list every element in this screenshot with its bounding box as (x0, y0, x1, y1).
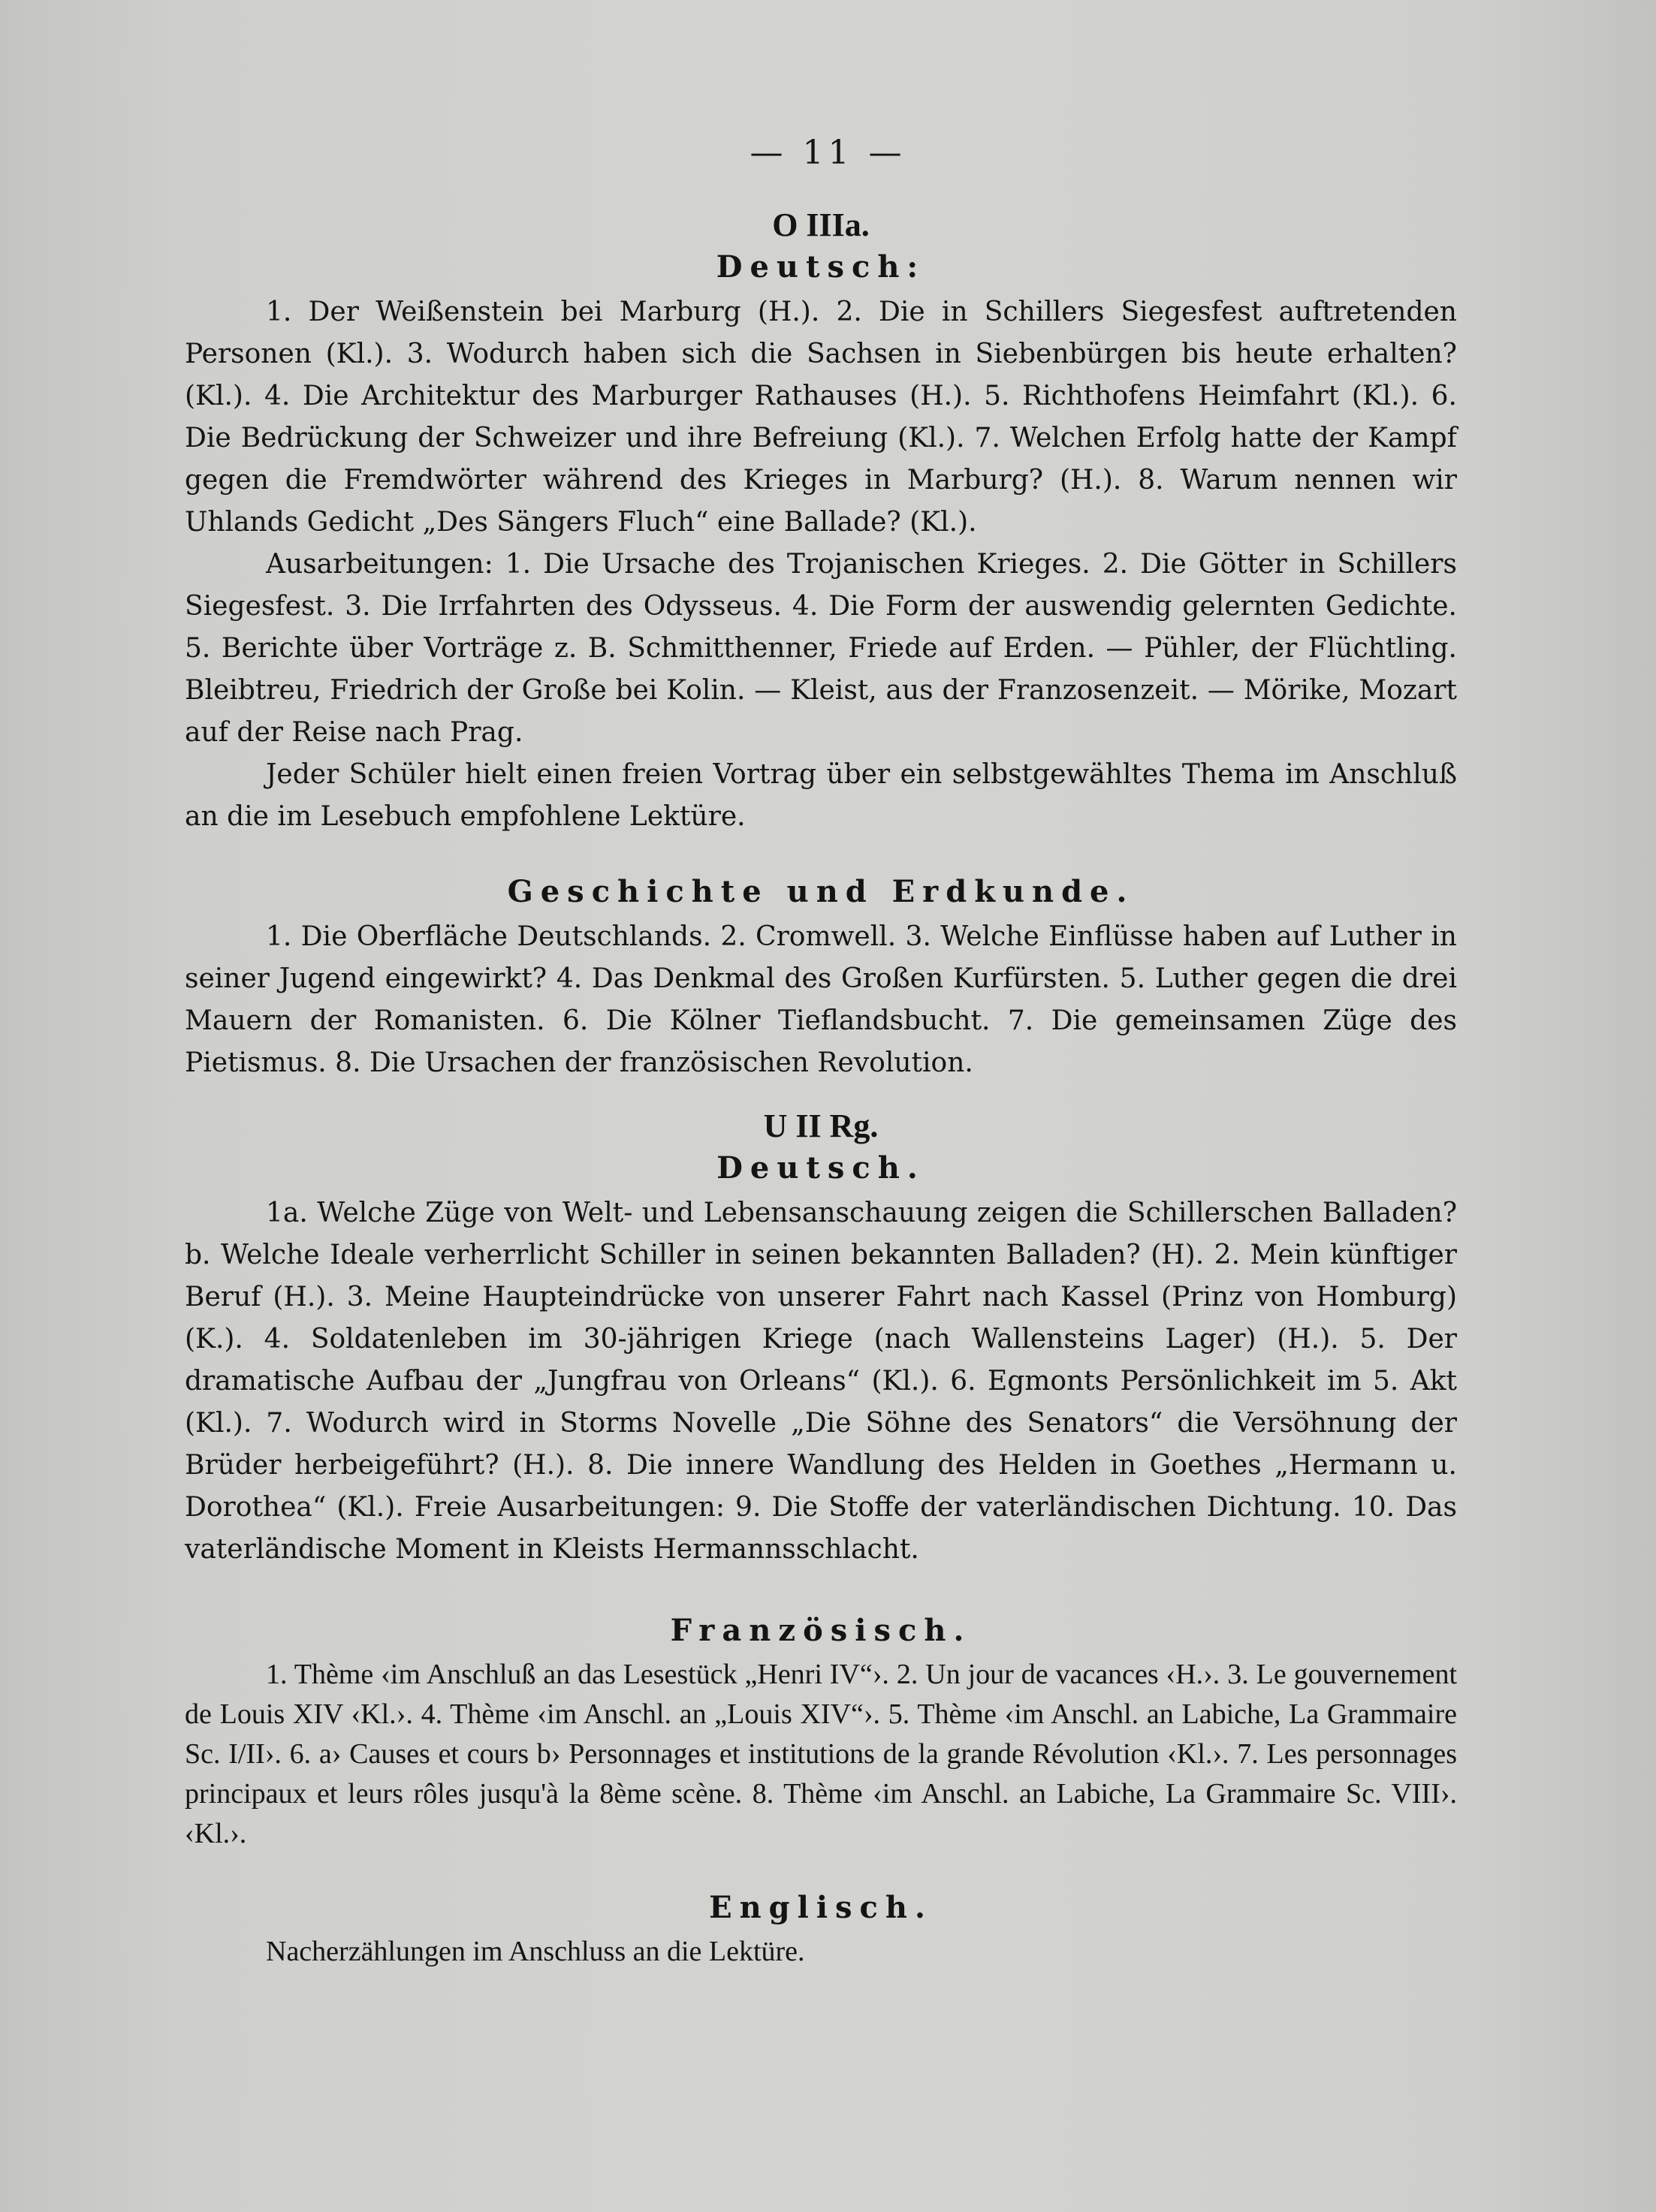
spacer (185, 1084, 1457, 1105)
paragraph: 1. Die Oberfläche Deutschlands. 2. Cromwell. 3. Welche Einflüsse haben auf Luther in seiner Jugend eingewirkt? 4. Das Denkmal des Großen Kurfürsten. 5. Luther gegen die drei Mauern der Romanisten. 6. Die Kölner Tieflandsbucht. 7. Die gemeinsamen Züge des Pietismus. 8. Die Ursachen der französischen Revolution. (185, 921, 1457, 1078)
subject-heading-franzoesisch: Französisch. (670, 1613, 972, 1648)
spacer (185, 1854, 1457, 1887)
class-heading: U II Rg. (763, 1108, 879, 1144)
paragraph: Jeder Schüler hielt einen freien Vortrag über ein selbstgewähltes Thema im Anschluß an die im Lesebuch empfohlene Lektüre. (185, 759, 1457, 832)
section-franzoesisch (185, 1610, 1457, 1854)
paragraph: 1a. Welche Züge von Welt- und Lebensanschauung zeigen die Schillerschen Balladen? b. Welche Ideale verherrlicht Schiller in seinen bekannten Balladen? (H). 2. Mein künftiger Beruf (H.). 3. Meine Haupteindrücke von unserer Fahrt nach Kassel (Prinz von Homburg) (K.). 4. Soldatenleben im 30-jährigen Kriege (nach Wallensteins Lager) (H.). 5. Der dramatische Aufbau der „Jungfrau von Orleans“ (Kl.). 6. Egmonts Persönlichkeit im 5. Akt (Kl.). 7. Wodurch wird in Storms Novelle „Die Söhne des Senators“ die Versöhnung der Brüder herbeigeführt? (H.). 8. Die innere Wandlung des Helden in Goethes „Hermann u. Dorothea“ (Kl.). Freie Ausarbeitungen: 9. Die Stoffe der vaterländischen Dichtung. 10. Das vaterländische Moment in Kleists Hermannsschlacht. (185, 1198, 1457, 1565)
section-u-ii-rg (185, 1105, 1457, 1571)
paragraph: 1. Der Weißenstein bei Marburg (H.). 2. Die in Schillers Siegesfest auftretenden Personen (Kl.). 3. Wodurch haben sich die Sachsen in Siebenbürgen bis heute erhalten? (Kl.). 4. Die Architektur des Marburger Rathauses (H.). 5. Richthofens Heimfahrt (Kl.). 6. Die Bedrückung der Schweizer und ihre Befreiung (Kl.). 7. Welchen Erfolg hatte der Kampf gegen die Fremdwörter während des Krieges in Marburg? (H.). 8. Warum nennen wir Uhlands Gedicht „Des Sängers Fluch“ eine Ballade? (Kl.). (185, 297, 1457, 538)
spacer (185, 838, 1457, 871)
paragraph: Nacherzählungen im Anschluss an die Lektüre. (266, 1936, 805, 1967)
paragraph: Ausarbeitungen: 1. Die Ursache des Trojanischen Krieges. 2. Die Götter in Schillers Siegesfest. 3. Die Irrfahrten des Odysseus. 4. Die Form der auswendig gelernten Gedichte. 5. Berichte über Vorträge z. B. Schmitthenner, Friede auf Erden. — Pühler, der Flüchtling. Bleibtreu, Friedrich der Große bei Kolin. — Kleist, aus der Franzosenzeit. — Mörike, Mozart auf der Reise nach Prag. (185, 549, 1457, 748)
subject-heading-deutsch: Deutsch. (716, 1150, 925, 1186)
spacer (185, 1571, 1457, 1610)
page-content (185, 204, 1457, 1972)
subject-heading-englisch: Englisch. (709, 1890, 933, 1925)
class-heading: O IIIa. (772, 206, 870, 243)
section-o-iiia (185, 204, 1457, 838)
page-number: — 11 — (750, 134, 906, 172)
subject-heading-deutsch: Deutsch: (716, 249, 926, 285)
subject-heading-geschichte: Geschichte und Erdkunde. (507, 874, 1135, 909)
paragraph: 1. Thème ‹im Anschluß an das Lesestück „Henri IV“›. 2. Un jour de vacances ‹H.›. 3. Le gouvernement de Louis XIV ‹Kl.›. 4. Thème ‹im Anschl. an „Louis XIV“›. 5. Thème ‹im Anschl. an Labiche, La Grammaire Sc. I/II›. 6. a› Causes et cours b› Personnages et institutions de la grande Révolution ‹Kl.›. 7. Les personnages principaux et leurs rôles jusqu'à la 8ème scène. 8. Thème ‹im Anschl. an Labiche, La Grammaire Sc. VIII›. ‹Kl.›. (185, 1659, 1457, 1849)
section-geschichte (185, 871, 1457, 1084)
section-englisch (185, 1887, 1457, 1972)
